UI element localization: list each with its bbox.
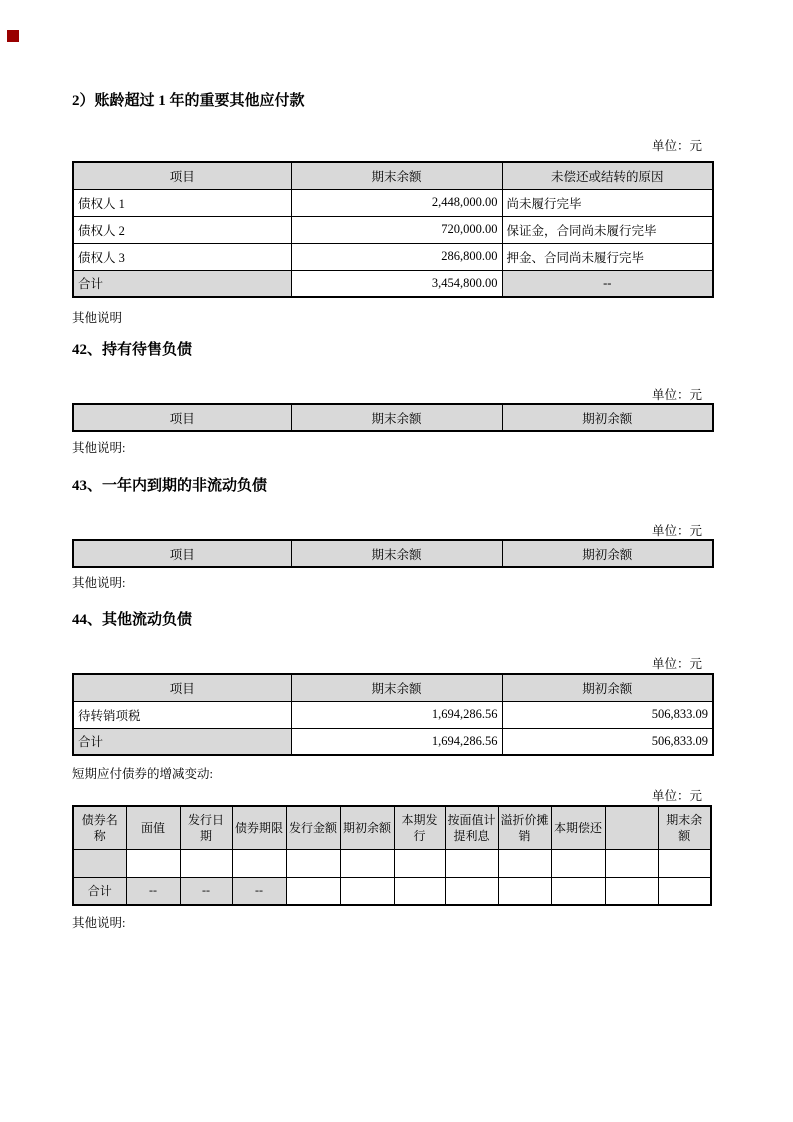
table-row — [73, 216, 713, 243]
table-cell — [126, 849, 180, 877]
column-header: 期末余额 — [291, 674, 502, 701]
column-header: 未偿还或结转的原因 — [502, 162, 713, 189]
column-header: 项目 — [73, 540, 291, 567]
column-header: 本期偿还 — [551, 806, 605, 849]
table-cell — [340, 849, 394, 877]
table-cell: 1,694,286.56 — [291, 728, 502, 755]
table-cell: 3,454,800.00 — [291, 270, 502, 297]
column-header: 期末余额 — [291, 404, 502, 431]
table-cell: 506,833.09 — [502, 728, 713, 755]
table-cell — [286, 849, 340, 877]
column-header: 期初余额 — [502, 674, 713, 701]
table-header-row — [73, 806, 711, 849]
table-row — [73, 189, 713, 216]
table-cell — [498, 849, 551, 877]
table-cell — [551, 849, 605, 877]
table-cell: 1,694,286.56 — [291, 701, 502, 728]
column-header: 期初余额 — [340, 806, 394, 849]
table-cell — [605, 877, 658, 905]
section-heading-43: 43、一年内到期的非流动负债 — [72, 478, 268, 494]
column-header: 债券名称 — [73, 806, 126, 849]
table-cell — [658, 877, 711, 905]
other-current-liabilities-table — [72, 673, 714, 756]
unit-label: 单位：元 — [651, 388, 702, 402]
table-cell — [286, 877, 340, 905]
red-marker — [7, 30, 19, 42]
table-header-row — [73, 162, 713, 189]
table-header-row — [73, 674, 713, 701]
other-notes-text: 其他说明: — [72, 441, 126, 455]
noncurrent-due-table — [72, 539, 714, 568]
other-notes-text: 其他说明 — [72, 311, 123, 325]
table-row — [73, 243, 713, 270]
bond-change-intro-text: 短期应付债券的增减变动: — [72, 767, 213, 781]
table-total-row — [73, 877, 711, 905]
short-term-bonds-table — [72, 805, 712, 906]
table-cell — [232, 849, 286, 877]
table-cell: 押金、合同尚未履行完毕 — [502, 243, 713, 270]
table-row — [73, 701, 713, 728]
table-cell — [73, 849, 126, 877]
unit-label: 单位：元 — [651, 524, 702, 538]
total-label-cell: 合计 — [73, 270, 291, 297]
column-header: 按面值计提利息 — [445, 806, 498, 849]
total-label-cell: 合计 — [73, 877, 126, 905]
section-heading-42: 42、持有待售负债 — [72, 342, 193, 358]
table-cell — [605, 849, 658, 877]
table-cell: -- — [502, 270, 713, 297]
table-cell: 2,448,000.00 — [291, 189, 502, 216]
table-cell — [394, 877, 445, 905]
table-cell: 待转销项税 — [73, 701, 291, 728]
column-header: 发行日期 — [180, 806, 232, 849]
column-header: 溢折价摊销 — [498, 806, 551, 849]
table-cell: 506,833.09 — [502, 701, 713, 728]
table-cell — [180, 849, 232, 877]
section-heading-44: 44、其他流动负债 — [72, 612, 193, 628]
overdue-payables-table — [72, 161, 714, 298]
column-header: 项目 — [73, 404, 291, 431]
table-cell: 债权人 1 — [73, 189, 291, 216]
table-cell: -- — [126, 877, 180, 905]
column-header: 期末余额 — [658, 806, 711, 849]
column-header: 项目 — [73, 162, 291, 189]
table-total-row — [73, 728, 713, 755]
table-cell: 保证金，合同尚未履行完毕 — [502, 216, 713, 243]
table-cell: 720,000.00 — [291, 216, 502, 243]
table-row-empty — [73, 849, 711, 877]
table-header-row — [73, 540, 713, 567]
table-cell — [394, 849, 445, 877]
column-header: 期末余额 — [291, 540, 502, 567]
section-heading-overdue-payables: 2）账龄超过 1 年的重要其他应付款 — [72, 93, 305, 109]
column-header: 项目 — [73, 674, 291, 701]
table-cell: -- — [180, 877, 232, 905]
column-header: 债券期限 — [232, 806, 286, 849]
other-notes-text: 其他说明: — [72, 916, 126, 930]
column-header: 期末余额 — [291, 162, 502, 189]
column-header: 期初余额 — [502, 404, 713, 431]
column-header: 发行金额 — [286, 806, 340, 849]
table-cell: 286,800.00 — [291, 243, 502, 270]
other-notes-text: 其他说明: — [72, 576, 126, 590]
table-cell — [551, 877, 605, 905]
total-label-cell: 合计 — [73, 728, 291, 755]
table-cell — [340, 877, 394, 905]
table-cell: 尚未履行完毕 — [502, 189, 713, 216]
column-header: 面值 — [126, 806, 180, 849]
table-cell — [445, 849, 498, 877]
table-cell: 债权人 2 — [73, 216, 291, 243]
table-cell: -- — [232, 877, 286, 905]
table-total-row — [73, 270, 713, 297]
unit-label: 单位：元 — [651, 657, 702, 671]
unit-label: 单位：元 — [651, 139, 702, 153]
column-header: 期初余额 — [502, 540, 713, 567]
column-header: 本期发行 — [394, 806, 445, 849]
unit-label: 单位：元 — [651, 789, 702, 803]
table-header-row — [73, 404, 713, 431]
table-cell: 债权人 3 — [73, 243, 291, 270]
table-cell — [658, 849, 711, 877]
held-for-sale-table — [72, 403, 714, 432]
table-cell — [498, 877, 551, 905]
column-header — [605, 806, 658, 849]
table-cell — [445, 877, 498, 905]
